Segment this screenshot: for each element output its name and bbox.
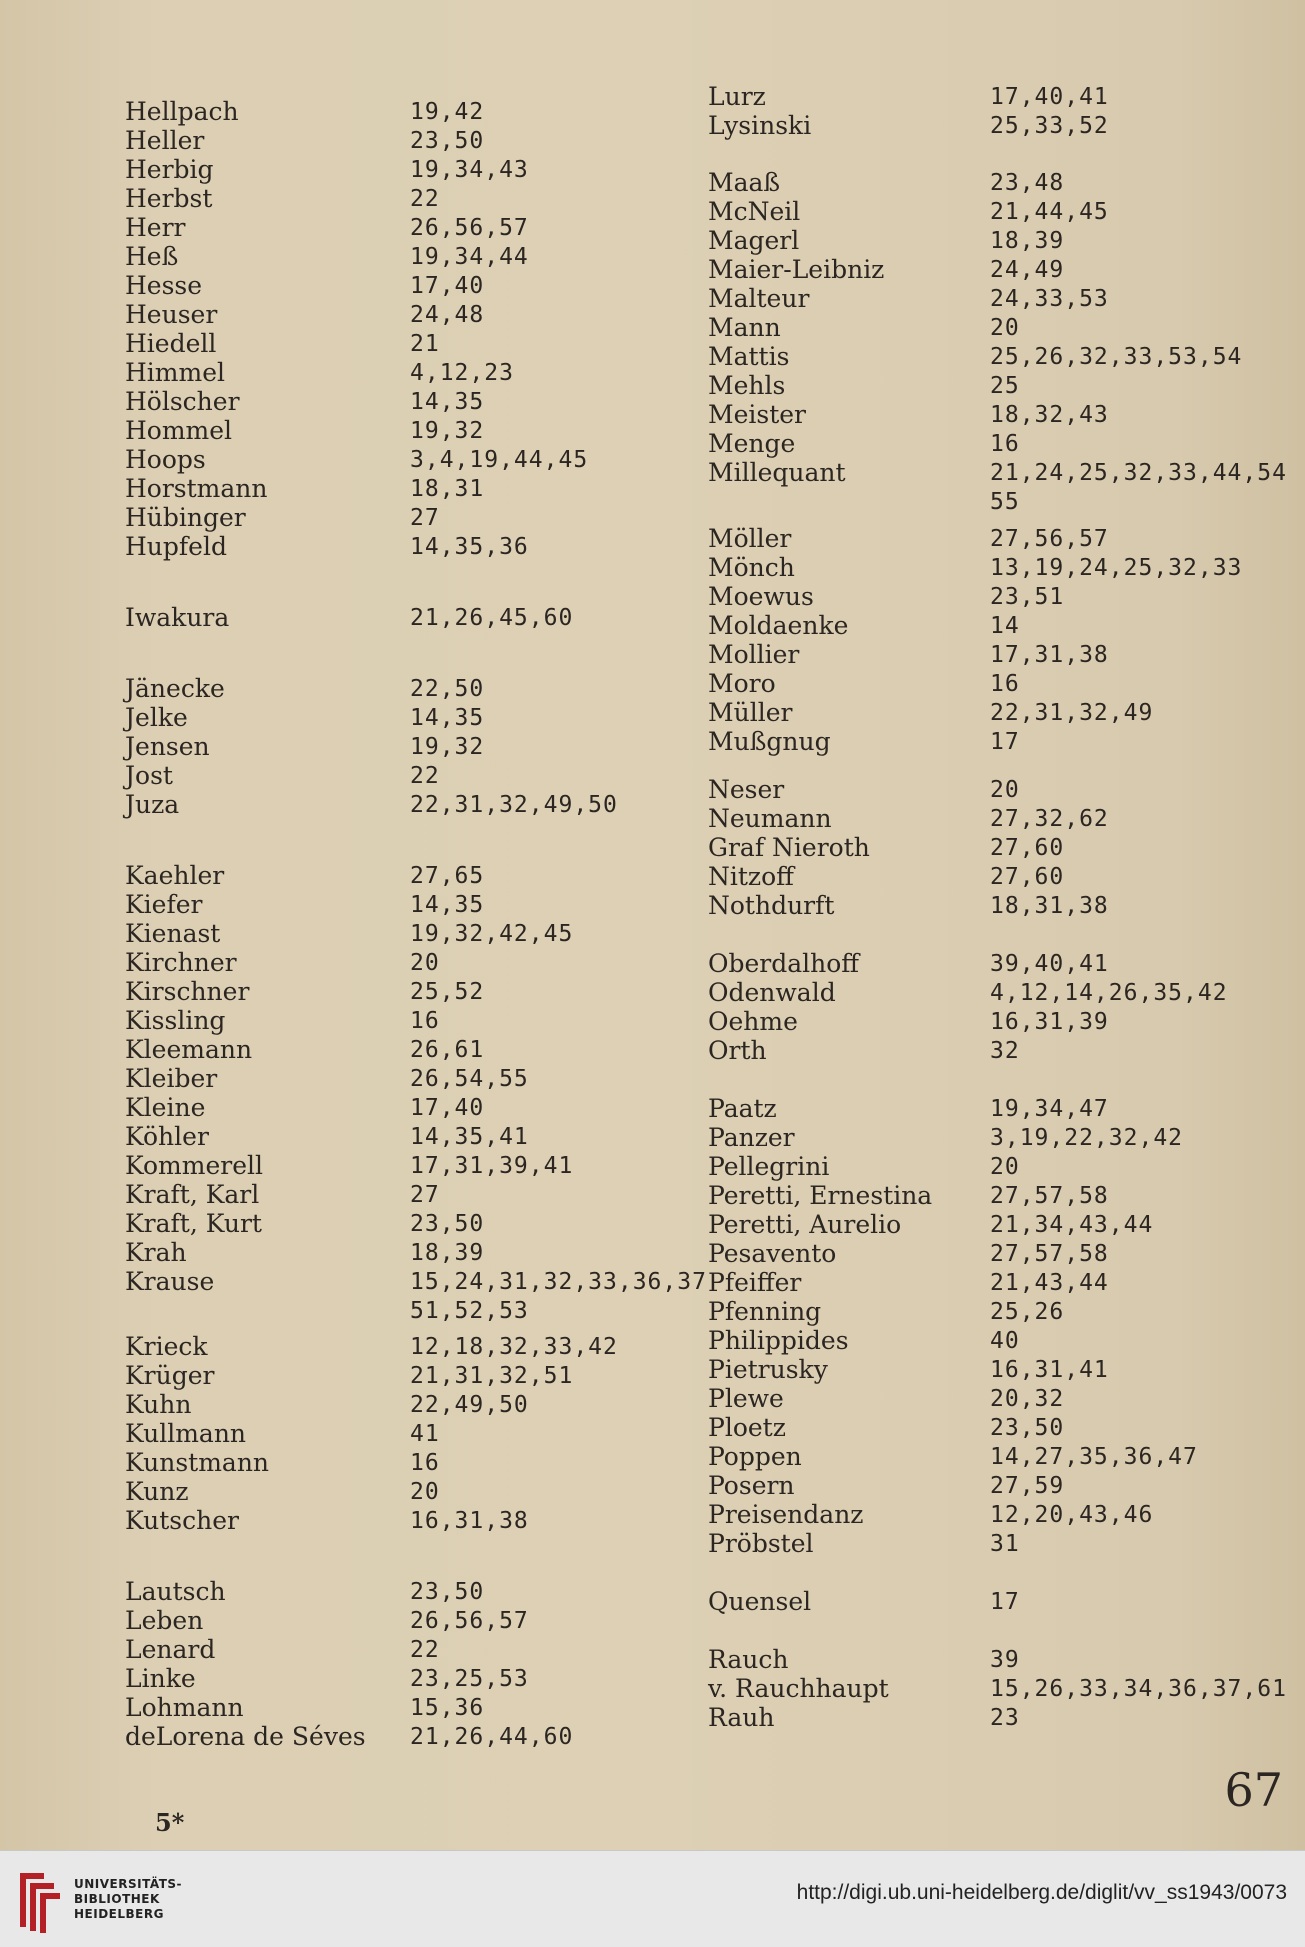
entry-name: Kommerell <box>125 1151 264 1180</box>
library-name-line: UNIVERSITÄTS- <box>74 1877 183 1891</box>
entry-name: Quensel <box>708 1587 812 1616</box>
entry-pages: 21,31,32,51 <box>410 1363 574 1389</box>
entry-pages: 22 <box>410 763 440 789</box>
entry-pages: 3,19,22,32,42 <box>990 1125 1184 1151</box>
entry-name: Panzer <box>708 1123 795 1152</box>
entry-pages: 19,42 <box>410 99 485 125</box>
entry-name: Pellegrini <box>708 1152 830 1181</box>
entry-name: Krause <box>125 1267 215 1296</box>
entry-pages: 19,34,47 <box>990 1096 1109 1122</box>
source-url-link[interactable]: http://digi.ub.uni-heidelberg.de/diglit/vv_ss1943/0073 <box>796 1881 1287 1904</box>
entry-pages: 14,35 <box>410 389 485 415</box>
entry-pages: 16 <box>990 431 1020 457</box>
entry-name: Poppen <box>708 1442 802 1471</box>
entry-pages: 16,31,39 <box>990 1009 1109 1035</box>
entry-name: Hoops <box>125 445 206 474</box>
entry-name: Millequant <box>708 458 846 487</box>
entry-pages: 27 <box>410 1182 440 1208</box>
page-number: 67 <box>1224 1763 1283 1817</box>
entry-pages: 16 <box>410 1450 440 1476</box>
entry-name: Kissling <box>125 1006 226 1035</box>
entry-pages: 17,31,38 <box>990 642 1109 668</box>
entry-name: Kleiber <box>125 1064 218 1093</box>
entry-name: Heller <box>125 126 205 155</box>
entry-name: Kirschner <box>125 977 250 1006</box>
entry-name: Iwakura <box>125 603 230 632</box>
entry-pages: 14 <box>990 613 1020 639</box>
entry-pages: 25,26,32,33,53,54 <box>990 344 1243 370</box>
entry-name: Mönch <box>708 553 795 582</box>
library-name <box>74 1877 182 1922</box>
entry-pages: 23,48 <box>990 170 1065 196</box>
entry-pages: 20 <box>410 950 440 976</box>
entry-pages: 19,34,44 <box>410 244 529 270</box>
entry-name: Mollier <box>708 640 800 669</box>
entry-name: Jänecke <box>125 674 225 703</box>
entry-name: Krüger <box>125 1361 215 1390</box>
entry-name: Kienast <box>125 919 221 948</box>
entry-name: Kunz <box>125 1477 189 1506</box>
entry-name: Mehls <box>708 371 786 400</box>
entry-pages: 4,12,23 <box>410 360 514 386</box>
entry-name: Kleemann <box>125 1035 253 1064</box>
entry-name: Kuhn <box>125 1390 192 1419</box>
entry-name: Kunstmann <box>125 1448 270 1477</box>
entry-name: Plewe <box>708 1384 784 1413</box>
entry-name: Müller <box>708 698 793 727</box>
entry-pages: 26,56,57 <box>410 1608 529 1634</box>
entry-pages: 21,43,44 <box>990 1270 1109 1296</box>
entry-pages: 17 <box>990 729 1020 755</box>
entry-pages: 17,40,41 <box>990 84 1109 110</box>
entry-name: Hellpach <box>125 97 239 126</box>
entry-name: Hölscher <box>125 387 240 416</box>
entry-pages: 23 <box>990 1705 1020 1731</box>
entry-pages: 19,32,42,45 <box>410 921 574 947</box>
entry-pages: 25 <box>990 373 1020 399</box>
entry-pages: 21,34,43,44 <box>990 1212 1154 1238</box>
footer-bar <box>0 1850 1305 1947</box>
entry-pages: 18,31,38 <box>990 893 1109 919</box>
entry-pages: 21,26,45,60 <box>410 605 574 631</box>
entry-name: Horstmann <box>125 474 268 503</box>
entry-pages: 20,32 <box>990 1386 1065 1412</box>
entry-name: Rauch <box>708 1645 789 1674</box>
entry-name: Maaß <box>708 168 781 197</box>
entry-pages: 20 <box>990 777 1020 803</box>
entry-pages: 19,32 <box>410 734 485 760</box>
entry-name: Möller <box>708 524 792 553</box>
entry-name: Krah <box>125 1238 187 1267</box>
entry-name: Pfeiffer <box>708 1268 802 1297</box>
entry-name: Hommel <box>125 416 233 445</box>
entry-pages: 20 <box>990 1154 1020 1180</box>
entry-name: Pfenning <box>708 1297 822 1326</box>
entry-pages: 39,40,41 <box>990 951 1109 977</box>
entry-pages: 22,50 <box>410 676 485 702</box>
entry-pages: 17,40 <box>410 1095 485 1121</box>
entry-pages: 25,33,52 <box>990 113 1109 139</box>
entry-name: Lohmann <box>125 1693 244 1722</box>
entry-name: Neumann <box>708 804 832 833</box>
entry-pages: 26,61 <box>410 1037 485 1063</box>
entry-name: Heß <box>125 242 179 271</box>
entry-name: Malteur <box>708 284 810 313</box>
entry-pages: 23,51 <box>990 584 1065 610</box>
entry-name: Jensen <box>125 732 210 761</box>
entry-pages: 17 <box>990 1589 1020 1615</box>
entry-pages: 16 <box>990 671 1020 697</box>
entry-name: Hesse <box>125 271 203 300</box>
entry-pages: 4,12,14,26,35,42 <box>990 980 1228 1006</box>
entry-pages: 24,48 <box>410 302 485 328</box>
entry-name: Pesavento <box>708 1239 837 1268</box>
entry-pages: 22 <box>410 1637 440 1663</box>
entry-name: Magerl <box>708 226 800 255</box>
entry-name: Moro <box>708 669 776 698</box>
entry-pages: 22,49,50 <box>410 1392 529 1418</box>
entry-pages: 25,52 <box>410 979 485 1005</box>
entry-name: Krieck <box>125 1332 208 1361</box>
entry-name: Mußgnug <box>708 727 831 756</box>
entry-name: Köhler <box>125 1122 209 1151</box>
entry-pages: 14,35 <box>410 705 485 731</box>
entry-pages: 14,27,35,36,47 <box>990 1444 1198 1470</box>
entry-pages: 14,35,36 <box>410 534 529 560</box>
entry-pages: 27,57,58 <box>990 1241 1109 1267</box>
entry-name: Kleine <box>125 1093 206 1122</box>
university-library-logo-icon <box>14 1865 64 1935</box>
entry-pages: 27,57,58 <box>990 1183 1109 1209</box>
entry-name: deLorena de Séves <box>125 1722 366 1751</box>
entry-pages: 27 <box>410 505 440 531</box>
entry-pages: 39 <box>990 1647 1020 1673</box>
entry-pages: 41 <box>410 1421 440 1447</box>
entry-name: Jost <box>125 761 173 790</box>
entry-name: Menge <box>708 429 796 458</box>
entry-name: Pröbstel <box>708 1529 814 1558</box>
entry-name: Nitzoff <box>708 862 794 891</box>
entry-pages: 21,44,45 <box>990 199 1109 225</box>
entry-pages: 24,33,53 <box>990 286 1109 312</box>
entry-pages: 3,4,19,44,45 <box>410 447 589 473</box>
entry-name: Kirchner <box>125 948 237 977</box>
entry-name: Maier-Leibniz <box>708 255 885 284</box>
entry-name: McNeil <box>708 197 801 226</box>
library-name-line: BIBLIOTHEK <box>74 1892 160 1906</box>
entry-pages: 51,52,53 <box>410 1298 529 1324</box>
entry-pages: 18,31 <box>410 476 485 502</box>
entry-name: Preisendanz <box>708 1500 864 1529</box>
entry-pages: 25,26 <box>990 1299 1065 1325</box>
entry-pages: 23,50 <box>410 1211 485 1237</box>
entry-name: Heuser <box>125 300 218 329</box>
entry-name: Kiefer <box>125 890 203 919</box>
entry-name: Oberdalhoff <box>708 949 860 978</box>
entry-pages: 16,31,41 <box>990 1357 1109 1383</box>
entry-name: Odenwald <box>708 978 836 1007</box>
entry-name: Lurz <box>708 82 766 111</box>
entry-pages: 18,39 <box>410 1240 485 1266</box>
entry-name: Linke <box>125 1664 196 1693</box>
entry-pages: 16,31,38 <box>410 1508 529 1534</box>
entry-pages: 22,31,32,49,50 <box>410 792 618 818</box>
entry-pages: 14,35 <box>410 892 485 918</box>
entry-pages: 22 <box>410 186 440 212</box>
entry-pages: 23,50 <box>410 1579 485 1605</box>
entry-pages: 23,50 <box>990 1415 1065 1441</box>
entry-pages: 19,32 <box>410 418 485 444</box>
entry-pages: 27,32,62 <box>990 806 1109 832</box>
entry-name: Herr <box>125 213 186 242</box>
entry-pages: 19,34,43 <box>410 157 529 183</box>
entry-name: Herbig <box>125 155 214 184</box>
entry-pages: 12,18,32,33,42 <box>410 1334 618 1360</box>
entry-name: Hupfeld <box>125 532 227 561</box>
entry-name: Kraft, Karl <box>125 1180 260 1209</box>
entry-pages: 17,40 <box>410 273 485 299</box>
entry-name: Kutscher <box>125 1506 239 1535</box>
entry-name: Hiedell <box>125 329 217 358</box>
entry-name: Moldaenke <box>708 611 849 640</box>
entry-name: Orth <box>708 1036 767 1065</box>
entry-name: Philippides <box>708 1326 849 1355</box>
entry-pages: 27,65 <box>410 863 485 889</box>
entry-pages: 40 <box>990 1328 1020 1354</box>
entry-name: Pietrusky <box>708 1355 828 1384</box>
entry-pages: 20 <box>990 315 1020 341</box>
entry-name: Ploetz <box>708 1413 786 1442</box>
entry-pages: 21,24,25,32,33,44,54 <box>990 460 1287 486</box>
entry-name: Moewus <box>708 582 814 611</box>
entry-name: Himmel <box>125 358 225 387</box>
entry-name: Peretti, Ernestina <box>708 1181 933 1210</box>
entry-pages: 27,60 <box>990 835 1065 861</box>
entry-pages: 21 <box>410 331 440 357</box>
signature-mark: 5* <box>155 1808 185 1837</box>
entry-name: Paatz <box>708 1094 777 1123</box>
entry-name: Kullmann <box>125 1419 247 1448</box>
entry-name: Graf Nieroth <box>708 833 870 862</box>
entry-name: Lenard <box>125 1635 216 1664</box>
entry-name: Hübinger <box>125 503 246 532</box>
entry-pages: 32 <box>990 1038 1020 1064</box>
entry-pages: 15,24,31,32,33,36,37 <box>410 1269 707 1295</box>
entry-pages: 12,20,43,46 <box>990 1502 1154 1528</box>
entry-name: Mattis <box>708 342 790 371</box>
entry-name: Juza <box>125 790 180 819</box>
entry-pages: 23,25,53 <box>410 1666 529 1692</box>
entry-pages: 18,39 <box>990 228 1065 254</box>
entry-name: Herbst <box>125 184 213 213</box>
entry-name: Rauh <box>708 1703 775 1732</box>
entry-pages: 31 <box>990 1531 1020 1557</box>
entry-name: Kaehler <box>125 861 225 890</box>
entry-name: Peretti, Aurelio <box>708 1210 902 1239</box>
entry-pages: 21,26,44,60 <box>410 1724 574 1750</box>
entry-name: Mann <box>708 313 781 342</box>
entry-name: Neser <box>708 775 785 804</box>
entry-pages: 20 <box>410 1479 440 1505</box>
entry-name: Oehme <box>708 1007 798 1036</box>
entry-name: Jelke <box>125 703 188 732</box>
entry-name: Kraft, Kurt <box>125 1209 262 1238</box>
entry-pages: 15,26,33,34,36,37,61 <box>990 1676 1287 1702</box>
entry-pages: 26,54,55 <box>410 1066 529 1092</box>
entry-pages: 16 <box>410 1008 440 1034</box>
entry-pages: 27,56,57 <box>990 526 1109 552</box>
entry-name: Leben <box>125 1606 204 1635</box>
entry-pages: 22,31,32,49 <box>990 700 1154 726</box>
entry-name: Lautsch <box>125 1577 226 1606</box>
entry-name: Lysinski <box>708 111 812 140</box>
entry-name: v. Rauchhaupt <box>708 1674 889 1703</box>
entry-pages: 24,49 <box>990 257 1065 283</box>
entry-pages: 15,36 <box>410 1695 485 1721</box>
entry-pages: 23,50 <box>410 128 485 154</box>
entry-pages: 18,32,43 <box>990 402 1109 428</box>
entry-pages: 14,35,41 <box>410 1124 529 1150</box>
entry-name: Meister <box>708 400 807 429</box>
entry-pages: 27,59 <box>990 1473 1065 1499</box>
entry-name: Nothdurft <box>708 891 835 920</box>
entry-pages: 26,56,57 <box>410 215 529 241</box>
entry-pages: 27,60 <box>990 864 1065 890</box>
entry-name: Posern <box>708 1471 795 1500</box>
library-name-line: HEIDELBERG <box>74 1907 164 1921</box>
entry-pages: 17,31,39,41 <box>410 1153 574 1179</box>
entry-pages: 55 <box>990 489 1020 515</box>
entry-pages: 13,19,24,25,32,33 <box>990 555 1243 581</box>
